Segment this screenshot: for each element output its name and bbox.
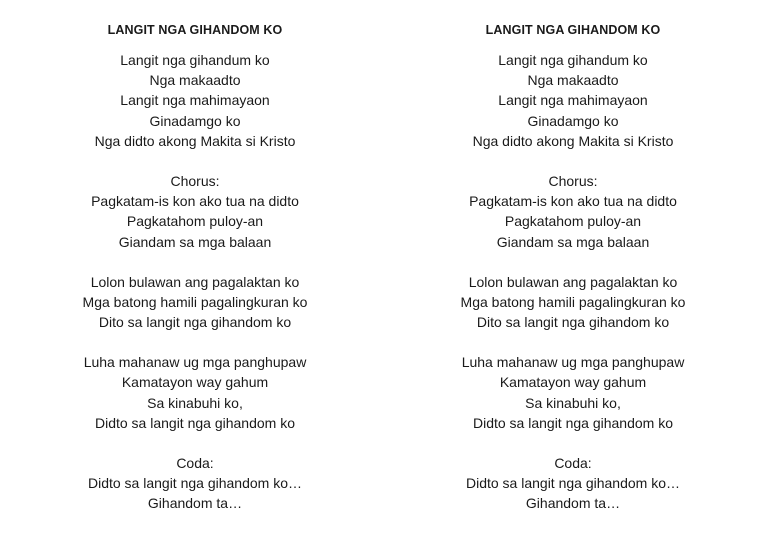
lyric-line: Sa kinabuhi ko, (147, 394, 243, 411)
lyrics-blocks (423, 50, 723, 514)
lyric-line: Gihandom ta… (147, 495, 243, 512)
lyric-line: Nga makaadto (149, 72, 241, 89)
lyric-line: Lolon bulawan ang pagalaktan ko (468, 273, 678, 290)
stanza (45, 453, 345, 514)
lyric-line: Mga batong hamili pagalingkuran ko (82, 293, 308, 310)
lyric-line: Ginadamgo ko (149, 112, 241, 129)
stanza (423, 272, 723, 333)
lyric-line: Pagkatam-is kon ako tua na didto (91, 193, 299, 210)
stanza (45, 50, 345, 151)
stanza (45, 272, 345, 333)
lyric-line: Giandam sa mga balaan (118, 233, 272, 250)
lyric-line: Langit nga mahimayaon (498, 92, 648, 109)
lyric-line: Mga batong hamili pagalingkuran ko (460, 293, 686, 310)
lyric-line: Luha mahanaw ug mga panghupaw (83, 354, 307, 371)
stanza (423, 352, 723, 433)
lyric-line: Chorus: (170, 172, 220, 189)
lyric-line: Luha mahanaw ug mga panghupaw (461, 354, 685, 371)
song-title: LANGIT NGA GIHANDOM KO (107, 23, 283, 37)
lyric-line: Langit nga gihandum ko (120, 52, 270, 68)
lyric-line: Langit nga mahimayaon (120, 92, 270, 109)
lyric-line: Sa kinabuhi ko, (525, 394, 621, 411)
song-title: LANGIT NGA GIHANDOM KO (485, 23, 661, 37)
lyric-line: Didto sa langit nga gihandom ko (94, 414, 296, 431)
lyric-line: Pagkatahom puloy-an (126, 213, 264, 230)
lyric-line: Dito sa langit nga gihandom ko (476, 314, 670, 331)
lyric-line: Nga didto akong Makita si Kristo (472, 132, 674, 149)
lyrics-column-right (423, 20, 723, 514)
stanza (423, 171, 723, 252)
lyric-line: Didto sa langit nga gihandom ko (472, 414, 674, 431)
stanza (423, 453, 723, 514)
lyric-line: Nga makaadto (527, 72, 619, 89)
lyric-line: Nga didto akong Makita si Kristo (94, 132, 296, 149)
lyric-line: Coda: (554, 455, 592, 471)
lyric-line: Coda: (176, 455, 214, 471)
stanza (423, 50, 723, 151)
lyric-line: Kamatayon way gahum (121, 374, 269, 391)
lyric-line: Pagkatam-is kon ako tua na didto (469, 193, 677, 210)
lyric-line: Langit nga gihandum ko (498, 52, 648, 68)
lyric-line: Chorus: (548, 172, 598, 189)
lyric-line: Pagkatahom puloy-an (504, 213, 642, 230)
lyric-line: Giandam sa mga balaan (496, 233, 650, 250)
lyrics-column-left (45, 20, 345, 514)
stanza (45, 171, 345, 252)
lyric-line: Lolon bulawan ang pagalaktan ko (90, 273, 300, 290)
lyric-line: Didto sa langit nga gihandom ko… (87, 475, 303, 492)
lyric-line: Didto sa langit nga gihandom ko… (465, 475, 681, 492)
lyric-line: Ginadamgo ko (527, 112, 619, 129)
lyrics-blocks (45, 50, 345, 514)
lyric-line: Kamatayon way gahum (499, 374, 647, 391)
lyric-line: Gihandom ta… (525, 495, 621, 512)
stanza (45, 352, 345, 433)
lyric-line: Dito sa langit nga gihandom ko (98, 314, 292, 331)
